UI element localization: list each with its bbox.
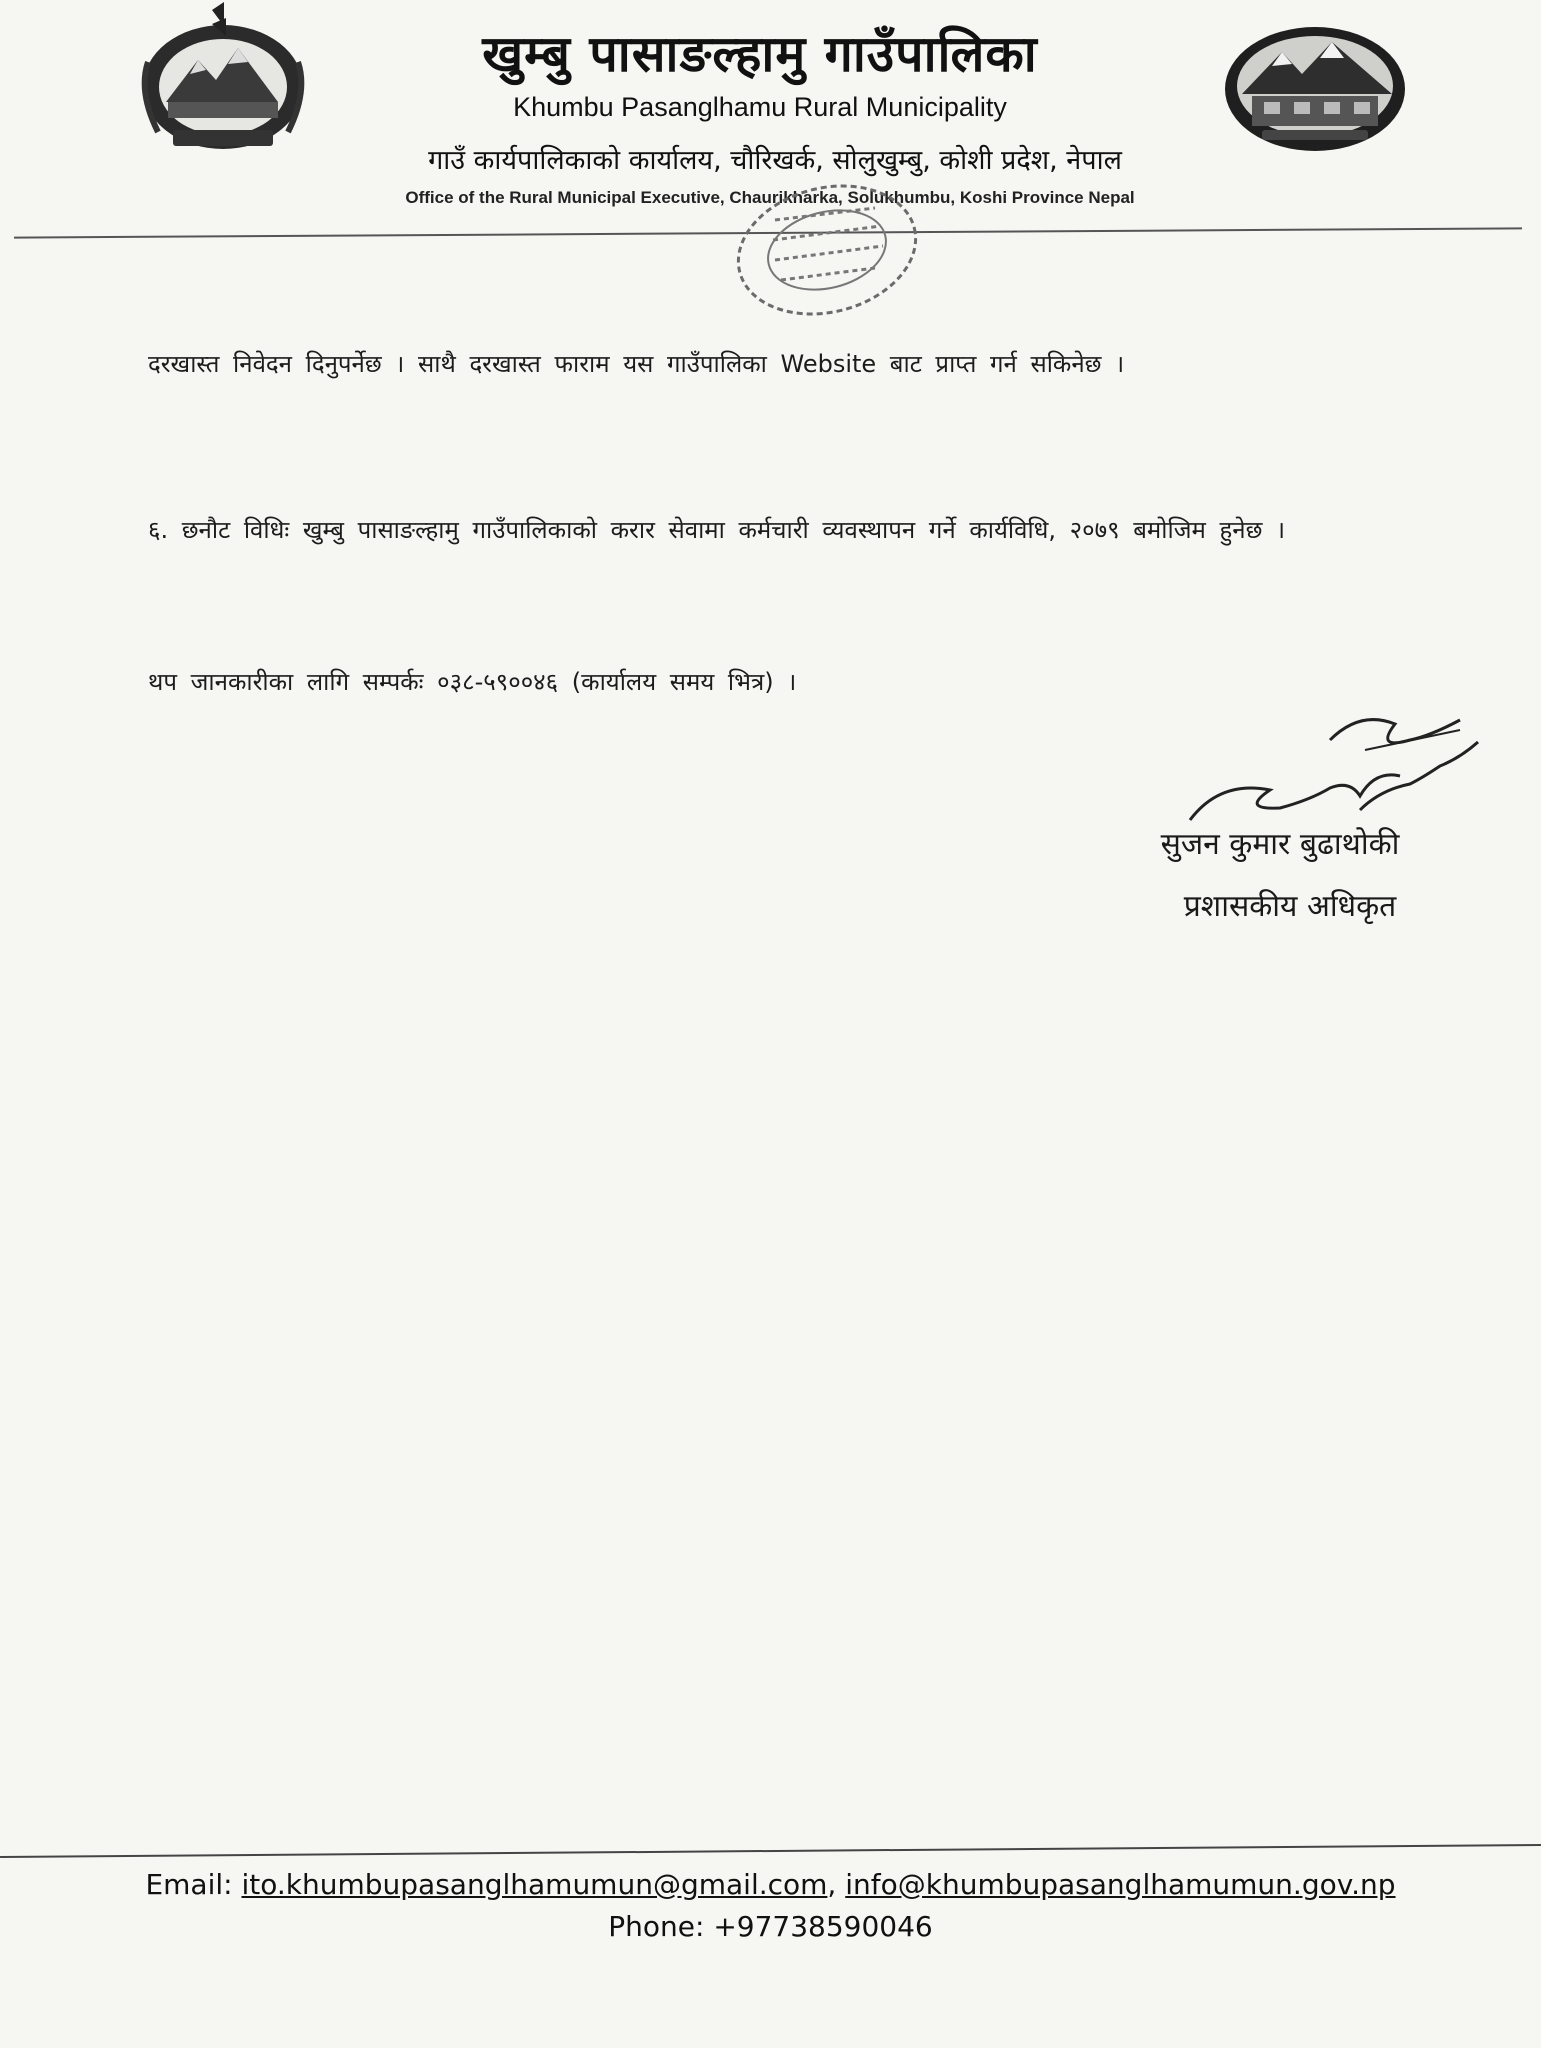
- email-link-gmail[interactable]: ito.khumbupasanglhamumun@gmail.com: [241, 1868, 828, 1901]
- footer-divider: [0, 1844, 1541, 1858]
- paragraph-selection-method: ६. छनौट विधिः खुम्बु पासाङल्हामु गाउँपालिकाको करार सेवामा कर्मचारी व्यवस्थापन गर्ने कार्यविधि, २०७९ बमोजिम हुनेछ ।: [148, 516, 1286, 544]
- email-label: Email:: [145, 1868, 233, 1901]
- nepal-emblem-logo: [128, 2, 318, 162]
- office-address-np: गाउँ कार्यपालिकाको कार्यालय, चौरिखर्क, सोलुखुम्बु, कोशी प्रदेश, नेपाल: [428, 145, 1122, 176]
- email-link-official[interactable]: info@khumbupasanglhamumun.gov.np: [845, 1868, 1396, 1901]
- paragraph-application-form: दरखास्त निवेदन दिनुपर्नेछ । साथै दरखास्त फाराम यस गाउँपालिका Website बाट प्राप्त गर्न सकिनेछ ।: [148, 350, 1125, 378]
- office-seal-stamp: [715, 180, 945, 320]
- footer-phone: Phone: +97738590046: [608, 1910, 933, 1943]
- signatory-designation: प्रशासकीय अधिकृत: [1183, 889, 1397, 924]
- municipality-logo: [1222, 24, 1408, 154]
- municipality-title-en: Khumbu Pasanglhamu Rural Municipality: [513, 92, 1007, 122]
- municipality-title-np: खुम्बु पासाङल्हामु गाउँपालिका: [482, 25, 1038, 83]
- paragraph-contact-info: थप जानकारीका लागि सम्पर्कः ०३८-५९००४६ (कार्यालय समय भित्र) ।: [148, 668, 797, 696]
- footer-email-line: [0, 1868, 1541, 1901]
- email-separator: ,: [827, 1868, 837, 1901]
- office-address-en: Office of the Rural Municipal Executive, Chaurikharka, Solukhumbu, Koshi Province Nepal: [405, 188, 1135, 207]
- signatory-name: सुजन कुमार बुढाथोकी: [1160, 827, 1400, 862]
